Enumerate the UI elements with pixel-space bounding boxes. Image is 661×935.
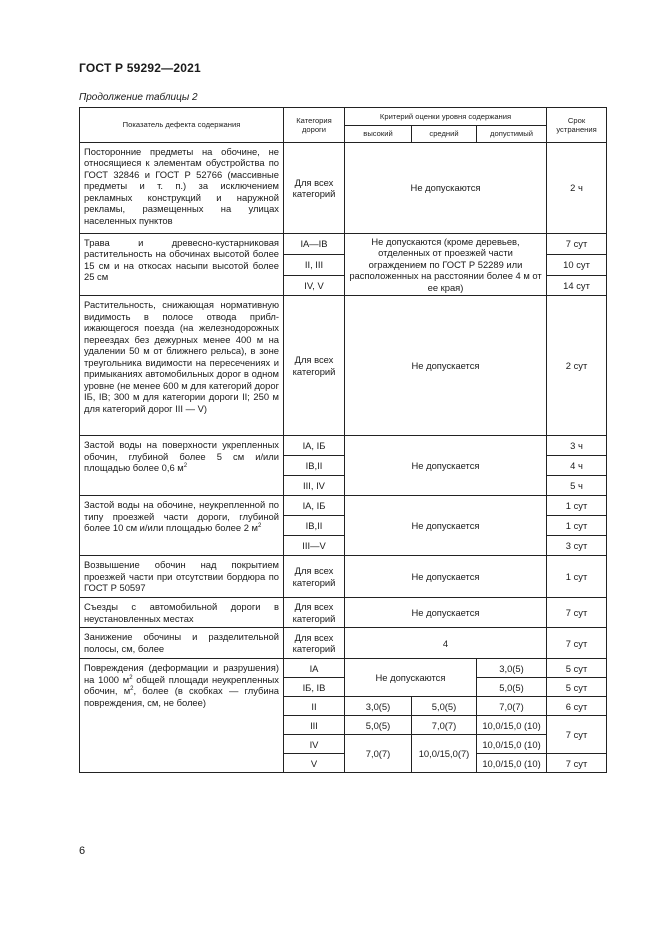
category-cell: IB,II	[284, 516, 345, 536]
table-row	[80, 436, 607, 456]
criterion-cell: 4	[345, 628, 547, 659]
indicator-text: Застой воды на поверхности укрепленных обочин, глубиной более 5 см и/или площадью более 0,6 м	[84, 439, 279, 474]
deadline-cell: 5 сут	[547, 678, 607, 697]
category-cell: II, III	[284, 254, 345, 275]
indicator-cell: Возвышение обочин над покрытием проезжей части при отсутствии бордюра по ГОСТ Р 50597	[80, 556, 284, 598]
category-cell: Для всех категорий	[284, 296, 345, 436]
deadline-cell: 7 сут	[547, 716, 607, 754]
category-cell: III, IV	[284, 476, 345, 496]
category-cell: IA	[284, 659, 345, 678]
category-cell: Для всех категорий	[284, 628, 345, 659]
header-deadline: Срок устранения	[547, 108, 607, 143]
header-high: высокий	[345, 126, 412, 143]
category-cell: IБ, IB	[284, 678, 345, 697]
category-cell: Для всех категорий	[284, 143, 345, 234]
header-acceptable: допустимый	[477, 126, 547, 143]
table-row	[80, 556, 607, 598]
category-cell: IA, IБ	[284, 496, 345, 516]
high-cell: 3,0(5)	[345, 697, 412, 716]
indicator-text: Застой воды на обочине, неукрепленной по типу проезжей части дороги, глубиной более 10 см и/или площадью более 2 м	[84, 499, 279, 534]
table-row	[80, 628, 607, 659]
category-cell: IV, V	[284, 275, 345, 296]
table-row	[80, 598, 607, 628]
criterion-cell: Не допускается	[345, 598, 547, 628]
deadline-cell: 6 сут	[547, 697, 607, 716]
acceptable-cell: 10,0/15,0 (10)	[477, 754, 547, 773]
table-row	[80, 296, 607, 436]
acceptable-cell: 10,0/15,0 (10)	[477, 735, 547, 754]
deadline-cell: 7 сут	[547, 628, 607, 659]
header-indicator: Показатель дефекта содержания	[80, 108, 284, 143]
page-number: 6	[79, 845, 86, 857]
deadline-cell: 10 сут	[547, 254, 607, 275]
deadline-cell: 7 сут	[547, 754, 607, 773]
table-row	[80, 496, 607, 516]
category-cell: IB,II	[284, 456, 345, 476]
category-cell: IA—IB	[284, 234, 345, 255]
indicator-cell: Трава и древесно-кустарниковая растительность на обочинах высотой более 15 см и на откосах насыпи высотой более 25 см	[80, 234, 284, 296]
indicator-cell	[80, 436, 284, 496]
high-cell: 5,0(5)	[345, 716, 412, 735]
criterion-cell: Не допускается	[345, 556, 547, 598]
table-header-row	[80, 108, 607, 126]
criterion-cell: Не допускается	[345, 296, 547, 436]
superscript: 2	[257, 523, 262, 530]
acceptable-cell: 7,0(7)	[477, 697, 547, 716]
deadline-cell: 2 ч	[547, 143, 607, 234]
category-cell: III	[284, 716, 345, 735]
deadline-cell: 14 сут	[547, 275, 607, 296]
superscript: 2	[130, 686, 134, 693]
indicator-text: , более (в скобках — глубина повреждения, см, не более)	[84, 685, 279, 708]
category-cell: Для всех категорий	[284, 556, 345, 598]
indicator-cell: Занижение обочины и разделительной полосы, см, более	[80, 628, 284, 659]
medium-cell: 5,0(5)	[412, 697, 477, 716]
superscript: 2	[183, 463, 188, 470]
indicator-cell: Съезды с автомобильной дороги в неустановленных местах	[80, 598, 284, 628]
deadline-cell: 4 ч	[547, 456, 607, 476]
deadline-cell: 5 сут	[547, 659, 607, 678]
table-row	[80, 143, 607, 234]
acceptable-cell: 5,0(5)	[477, 678, 547, 697]
medium-cell: 10,0/15,0(7)	[412, 735, 477, 773]
table-row	[80, 234, 607, 255]
medium-cell: 7,0(7)	[412, 716, 477, 735]
deadline-cell: 7 сут	[547, 598, 607, 628]
deadline-cell: 1 сут	[547, 516, 607, 536]
indicator-text: Повреждения (деформации и разрушения) на 1000 м	[84, 662, 279, 685]
criterion-cell: Не допускаются	[345, 143, 547, 234]
criterion-cell: Не допускаются (кроме деревьев, отделенных от проезжей части ограждением по ГОСТ Р 52289 или расположенных на расстоянии более 4 м от ее края)	[345, 234, 547, 296]
category-cell: V	[284, 754, 345, 773]
high-cell: 7,0(7)	[345, 735, 412, 773]
defects-table	[79, 107, 607, 773]
table-caption: Продолжение таблицы 2	[79, 92, 198, 103]
header-medium: средний	[412, 126, 477, 143]
acceptable-cell: 3,0(5)	[477, 659, 547, 678]
deadline-cell: 1 сут	[547, 496, 607, 516]
indicator-cell	[80, 659, 284, 773]
criterion-cell: Не допускается	[345, 436, 547, 496]
category-cell: IA, IБ	[284, 436, 345, 456]
table-row	[80, 659, 607, 678]
deadline-cell: 3 сут	[547, 536, 607, 556]
indicator-cell: Растительность, снижающая нормативную видимость в полосе отвода приближающегося поезда (на железнодорожных переездах без дежурных менее 400 м на удалении 50 м от ближнего рельса), в зоне треугольника видимости на пересечениях и примыканиях автомобильных дорог в одном уровне (не менее 600 м для категорий дорог IБ, IB; 300 м для категории дороги II; 250 м для категорий дорог III — V)	[80, 296, 284, 436]
acceptable-cell: 10,0/15,0 (10)	[477, 716, 547, 735]
category-cell: III—V	[284, 536, 345, 556]
indicator-text: общей площади неукрепленных обочин, м	[84, 673, 279, 697]
category-cell: Для всех категорий	[284, 598, 345, 628]
deadline-cell: 1 сут	[547, 556, 607, 598]
indicator-cell: Посторонние предметы на обочине, не относящиеся к элементам обустройства по ГОСТ 32846 и ГОСТ Р 52766 (массивные предметы и т. п.) за исключением рекламных конструкций и наружной рекламы, размещенных на улицах населенных пунктов	[80, 143, 284, 234]
deadline-cell: 2 сут	[547, 296, 607, 436]
category-cell: IV	[284, 735, 345, 754]
deadline-cell: 5 ч	[547, 476, 607, 496]
superscript: 2	[129, 674, 133, 681]
header-category: Категория дороги	[284, 108, 345, 143]
deadline-cell: 7 сут	[547, 234, 607, 255]
category-cell: II	[284, 697, 345, 716]
indicator-cell	[80, 496, 284, 556]
criterion-cell: Не допускается	[345, 496, 547, 556]
deadline-cell: 3 ч	[547, 436, 607, 456]
document-title: ГОСТ Р 59292—2021	[79, 61, 201, 75]
not-allowed-cell: Не допускаются	[345, 659, 477, 697]
header-criterion: Критерий оценки уровня содержания	[345, 108, 547, 126]
